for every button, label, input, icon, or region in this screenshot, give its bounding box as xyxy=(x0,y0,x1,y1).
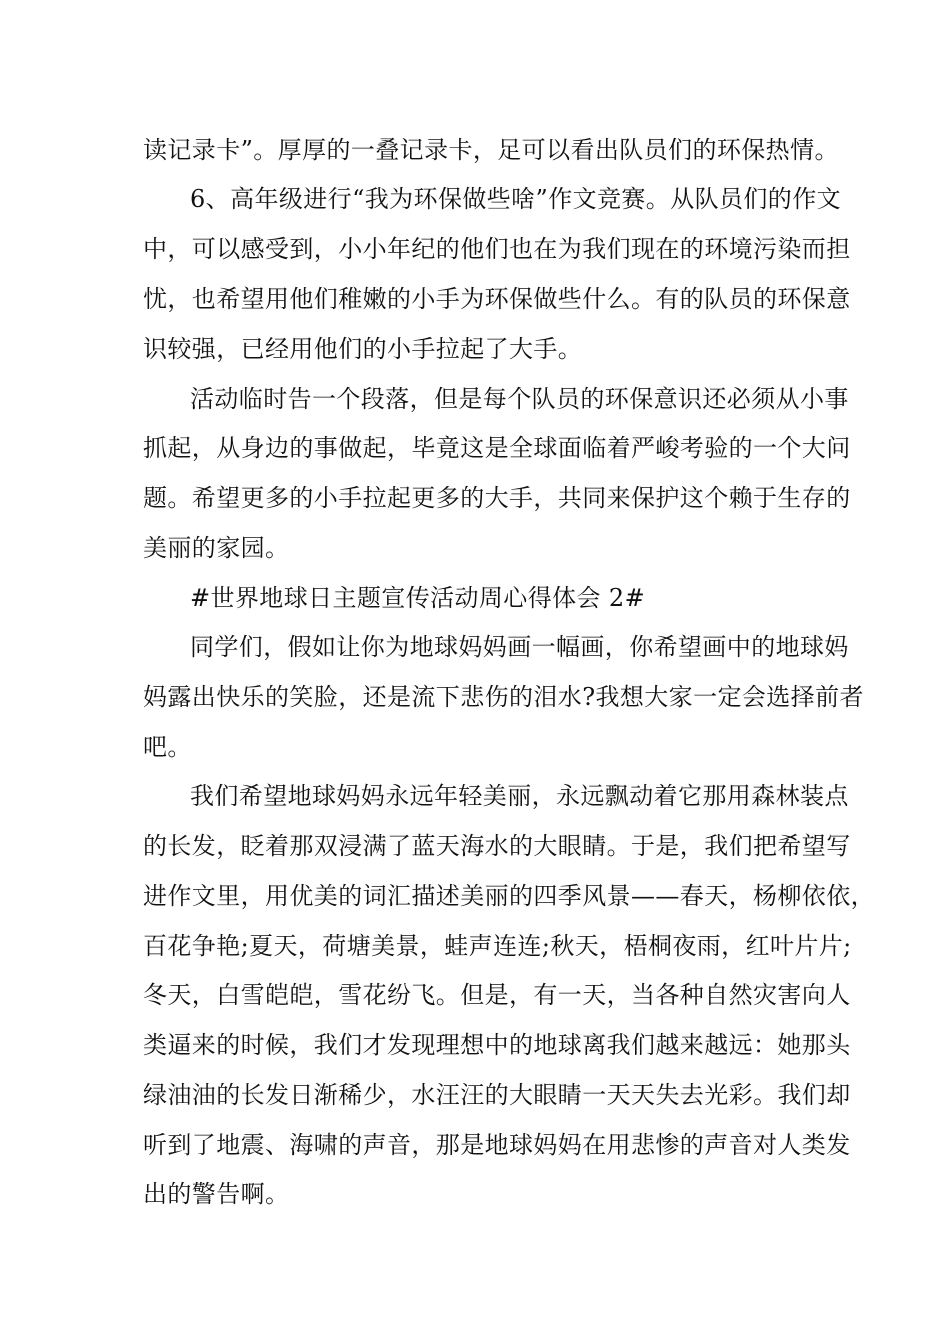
text-line: 绿油油的长发日渐稀少，水汪汪的大眼睛一天天失去光彩。我们却 xyxy=(143,1081,851,1109)
text-line: 同学们，假如让你为地球妈妈画一幅画，你希望画中的地球妈 xyxy=(190,633,849,661)
text-line: 6、高年级进行“我为环保做些啥”作文竞赛。从队员们的作文 xyxy=(190,185,842,213)
text-line: 忧，也希望用他们稚嫩的小手为环保做些什么。有的队员的环保意 xyxy=(143,285,851,313)
text-line: 中，可以感受到，小小年纪的他们也在为我们现在的环境污染而担 xyxy=(143,235,851,263)
text-line: 我们希望地球妈妈永远年轻美丽，永远飘动着它那用森林装点 xyxy=(190,782,849,810)
text-line: 题。希望更多的小手拉起更多的大手，共同来保护这个赖于生存的 xyxy=(143,484,851,512)
text-line: 读记录卡”。厚厚的一叠记录卡，足可以看出队员们的环保热情。 xyxy=(143,136,839,164)
text-line: 抓起，从身边的事做起，毕竟这是全球面临着严峻考验的一个大问 xyxy=(143,434,851,462)
text-line: 的长发，眨着那双浸满了蓝天海水的大眼睛。于是，我们把希望写 xyxy=(143,832,851,860)
text-line: 活动临时告一个段落，但是每个队员的环保意识还必须从小事 xyxy=(190,385,849,413)
text-line: 识较强，已经用他们的小手拉起了大手。 xyxy=(143,335,583,363)
section-heading: #世界地球日主题宣传活动周心得体会 2# xyxy=(190,584,646,612)
text-line: 冬天，白雪皑皑，雪花纷飞。但是，有一天，当各种自然灾害向人 xyxy=(143,981,851,1009)
text-line: 类逼来的时候，我们才发现理想中的地球离我们越来越远：她那头 xyxy=(143,1031,851,1059)
text-line: 听到了地震、海啸的声音，那是地球妈妈在用悲惨的声音对人类发 xyxy=(143,1131,851,1159)
text-line: 进作文里，用优美的词汇描述美丽的四季风景——春天，杨柳依依， xyxy=(143,882,875,910)
text-line: 百花争艳;夏天，荷塘美景，蛙声连连;秋天，梧桐夜雨，红叶片片; xyxy=(143,932,852,960)
text-line: 妈露出快乐的笑脸，还是流下悲伤的泪水?我想大家一定会选择前者 xyxy=(143,683,864,711)
text-line: 出的警告啊。 xyxy=(143,1180,290,1208)
text-line: 美丽的家园。 xyxy=(143,534,290,562)
text-line: 吧。 xyxy=(143,733,192,761)
